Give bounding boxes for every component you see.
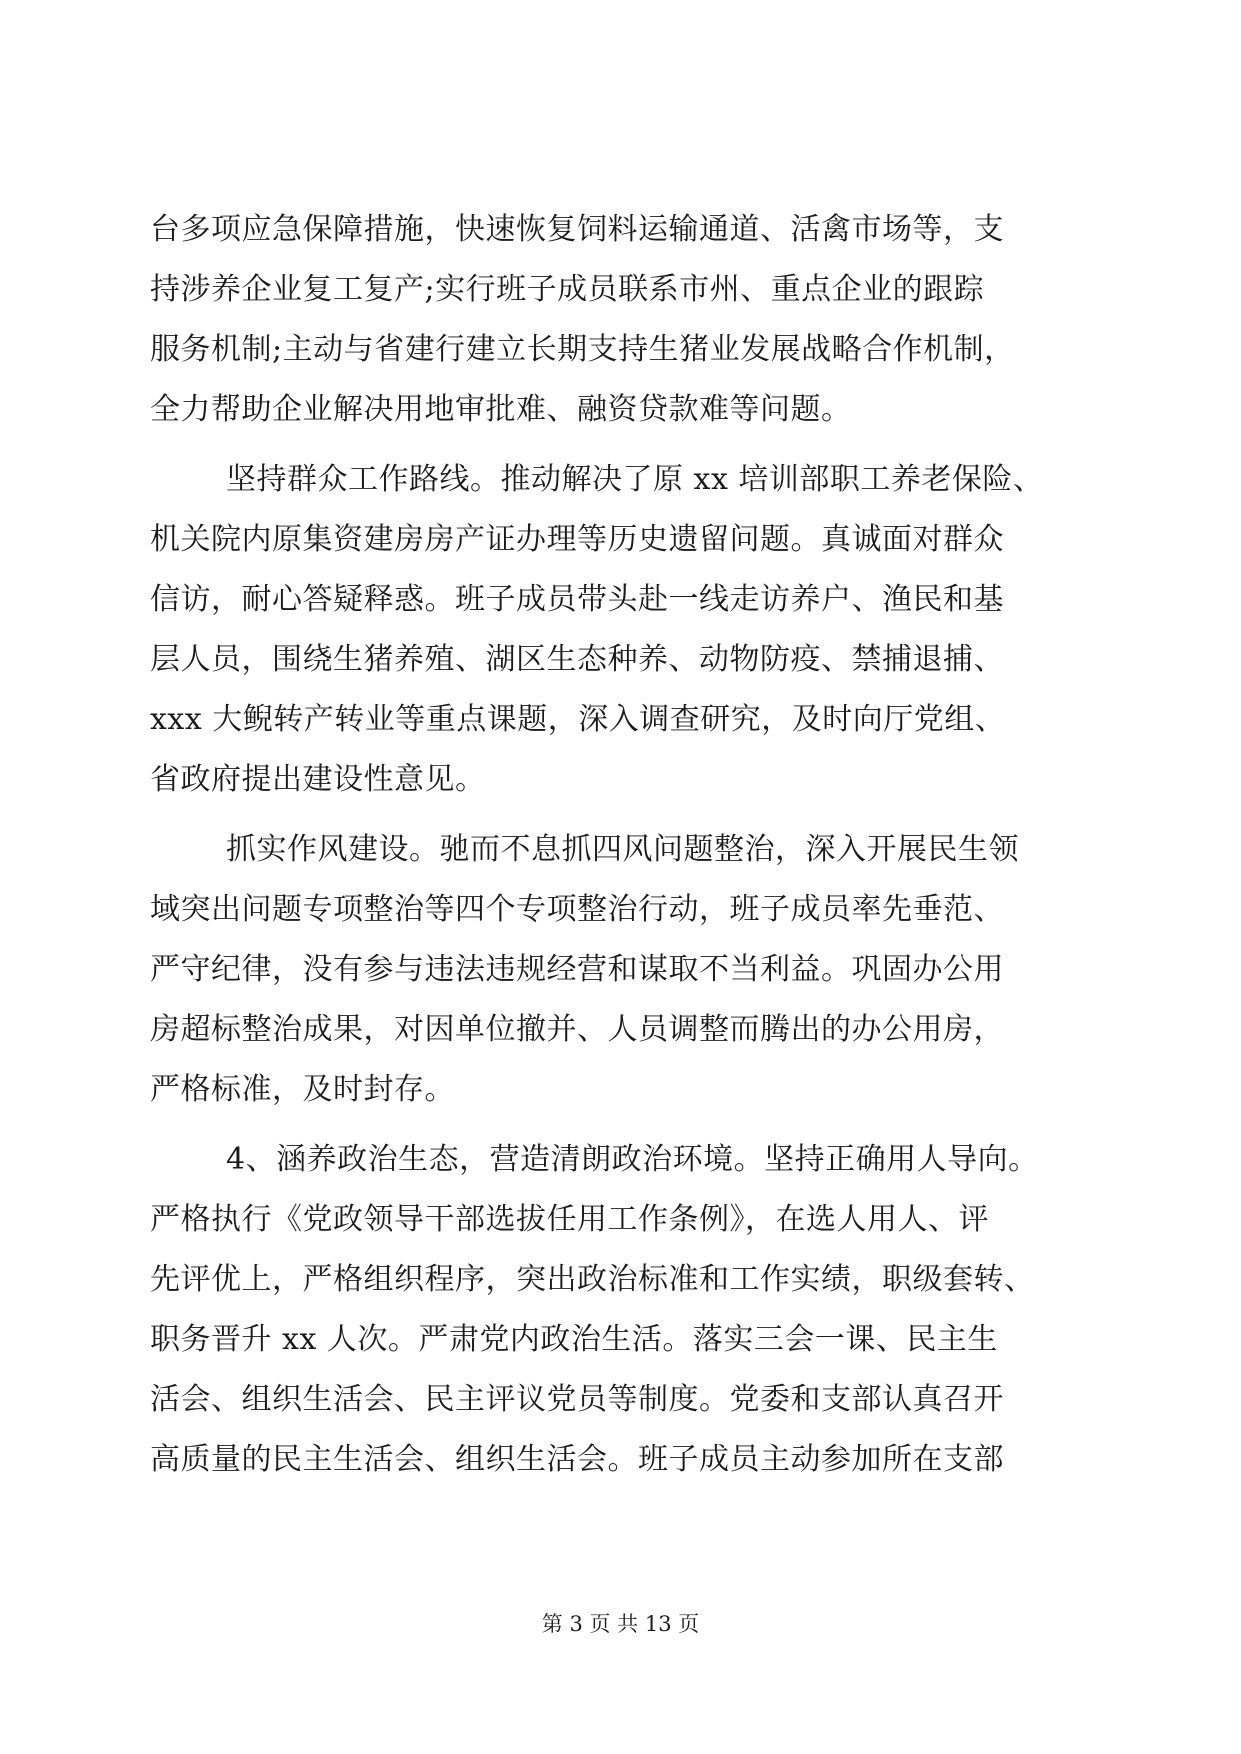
body-text-line: 活会、组织生活会、民主评议党员等制度。党委和支部认真召开 [150,1382,1004,1417]
body-text-line: 层人员，围绕生猪养殖、湖区生态种养、动物防疫、禁捕退捕、 [150,642,1004,677]
body-text-line: 4、涵养政治生态，营造清朗政治环境。坚持正确用人导向。 [226,1142,1039,1177]
body-text-line: 省政府提出建设性意见。 [150,762,486,797]
body-text-line: 职务晋升 xx 人次。严肃党内政治生活。落实三会一课、民主生 [150,1322,998,1357]
body-text-line: 严格执行《党政领导干部选拔任用工作条例》，在选人用人、评 [150,1202,989,1237]
body-text-line: 房超标整治成果，对因单位撤并、人员调整而腾出的办公用房， [150,1012,1004,1047]
body-text-line: 严格标准，及时封存。 [150,1072,455,1107]
body-text-line: 信访，耐心答疑释惑。班子成员带头赴一线走访养户、渔民和基 [150,582,1004,617]
body-text-line: xxx 大鲵转产转业等重点课题，深入调查研究，及时向厅党组、 [150,702,1006,737]
body-text-line: 机关院内原集资建房房产证办理等历史遗留问题。真诚面对群众 [150,522,1004,557]
body-text-line: 严守纪律，没有参与违法违规经营和谋取不当利益。巩固办公用 [150,952,1004,987]
body-text-line: 抓实作风建设。驰而不息抓四风问题整治，深入开展民生领 [226,832,1019,867]
body-text-line: 服务机制;主动与省建行建立长期支持生猪业发展战略合作机制， [150,332,1015,367]
body-text-line: 坚持群众工作路线。推动解决了原 xx 培训部职工养老保险、 [226,462,1044,497]
body-text-line: 全力帮助企业解决用地审批难、融资贷款难等问题。 [150,392,852,427]
body-text-line: 高质量的民主生活会、组织生活会。班子成员主动参加所在支部 [150,1442,1004,1477]
body-text-line: 域突出问题专项整治等四个专项整治行动，班子成员率先垂范、 [150,892,1004,927]
page-number-footer: 第 3 页 共 13 页 [541,1612,700,1636]
body-text-line: 台多项应急保障措施，快速恢复饲料运输通道、活禽市场等，支 [150,212,1004,247]
body-text-line: 持涉养企业复工复产;实行班子成员联系市州、重点企业的跟踪 [150,272,985,307]
body-text-line: 先评优上，严格组织程序，突出政治标准和工作实绩，职级套转、 [150,1262,1035,1297]
